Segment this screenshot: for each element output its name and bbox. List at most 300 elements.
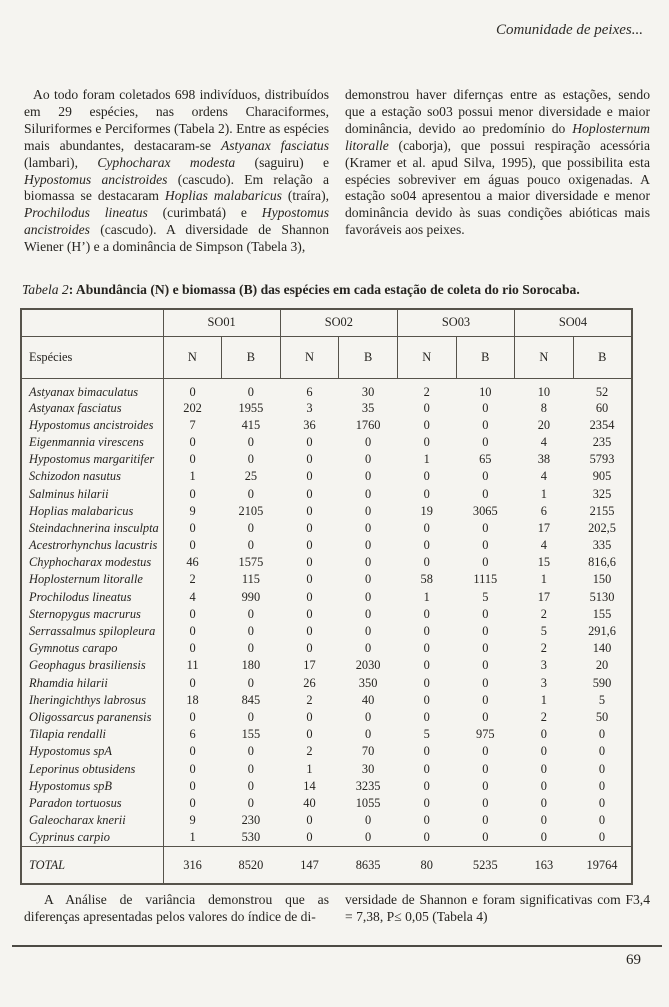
table-row [21, 503, 632, 520]
value-cell: 3 [540, 658, 547, 673]
value-cell: 0 [482, 555, 489, 570]
value-cell: 0 [482, 641, 489, 656]
top-text-columns [24, 87, 650, 256]
value-cell: 0 [189, 675, 196, 690]
species-name-cell: Acestrorhynchus lacustris [21, 537, 163, 554]
value-cell: 2030 [355, 658, 381, 673]
table-row [21, 692, 632, 709]
value-cell: 0 [423, 486, 430, 501]
value-cell: 1 [423, 452, 430, 467]
total-value-cell: 163 [515, 846, 574, 884]
value-cell: 140 [592, 641, 612, 656]
species-name-inline: Hoplosternum litoralle [345, 120, 650, 153]
value-cell: 0 [482, 486, 489, 501]
value-cell: 6 [189, 727, 196, 742]
subheader-cell: N [397, 336, 456, 378]
value-cell: 975 [476, 727, 495, 742]
value-cell: 0 [540, 761, 547, 776]
value-cell: 5 [423, 727, 430, 742]
value-cell: 2105 [238, 503, 264, 518]
value-cell: 5 [598, 692, 606, 707]
value-cell: 0 [247, 538, 254, 553]
value-cell: 0 [598, 727, 606, 742]
value-cell: 816,6 [588, 555, 616, 570]
table-row [21, 812, 632, 829]
value-cell: 2155 [589, 503, 615, 518]
value-cell: 0 [189, 538, 196, 553]
value-cell: 0 [423, 813, 430, 828]
total-value-cell: 147 [280, 846, 339, 884]
value-cell: 3065 [472, 503, 498, 518]
text-run: (cascudo). Em relação a biomassa se destacaram [24, 171, 329, 204]
species-name-cell: Gymnotus carapo [21, 640, 163, 657]
value-cell: 0 [306, 709, 313, 724]
value-cell: 0 [540, 778, 547, 793]
value-cell: 25 [244, 469, 258, 484]
species-name-cell: Hoplosternum litoralle [21, 571, 163, 588]
value-cell: 0 [306, 520, 313, 535]
value-cell: 0 [247, 761, 254, 776]
value-cell: 4 [540, 434, 547, 449]
page-number: 69 [626, 952, 641, 968]
total-value-cell: 316 [163, 846, 222, 884]
value-cell: 155 [592, 606, 612, 621]
total-value-cell: 80 [397, 846, 456, 884]
value-cell: 0 [189, 761, 196, 776]
value-cell: 3235 [355, 778, 381, 793]
value-cell: 415 [241, 417, 261, 432]
value-cell: 0 [482, 813, 489, 828]
text-run: A Análise de variância demonstrou que as diferenças apresentadas pelos valores do índice de di- [24, 892, 329, 924]
value-cell: 0 [598, 778, 606, 793]
value-cell: 202,5 [588, 520, 616, 535]
value-cell: 3 [540, 675, 547, 690]
value-cell: 6 [306, 384, 313, 399]
value-cell: 19 [420, 503, 433, 518]
table-row [21, 571, 632, 588]
value-cell: 0 [482, 761, 489, 776]
table-row [21, 589, 632, 606]
text-run: (traíra), [281, 188, 329, 204]
value-cell: 30 [361, 761, 375, 776]
value-cell: 0 [189, 709, 196, 724]
table-row [21, 623, 632, 640]
species-name-inline: Hypostomus ancistroides [24, 205, 329, 238]
value-cell: 335 [592, 538, 612, 553]
value-cell: 0 [365, 452, 372, 467]
table-row [21, 709, 632, 726]
species-name-cell: Hypostomus spA [21, 743, 163, 760]
value-cell: 325 [592, 486, 612, 501]
species-name-cell: Hypostomus spB [21, 778, 163, 795]
value-cell: 0 [247, 709, 254, 724]
value-cell: 905 [592, 469, 612, 484]
species-name-inline: Cyphocharax modesta [97, 154, 236, 170]
value-cell: 0 [365, 641, 372, 656]
value-cell: 0 [247, 606, 254, 621]
value-cell: 0 [247, 675, 254, 690]
value-cell: 0 [540, 744, 547, 759]
value-cell: 36 [303, 417, 316, 432]
value-cell: 0 [598, 761, 606, 776]
table-row [21, 675, 632, 692]
value-cell: 350 [358, 675, 378, 690]
value-cell: 0 [247, 795, 254, 810]
value-cell: 0 [423, 709, 430, 724]
value-cell: 0 [482, 692, 489, 707]
value-cell: 0 [482, 520, 489, 535]
value-cell: 4 [540, 538, 547, 553]
value-cell: 0 [423, 692, 430, 707]
value-cell: 9 [189, 503, 196, 518]
value-cell: 7 [189, 417, 196, 432]
paragraph-top-right [345, 87, 650, 256]
value-cell: 0 [482, 538, 489, 553]
value-cell: 0 [365, 589, 372, 604]
text-run: versidade de Shannon e foram significativas com F3,4 = 7,38, P≤ 0,05 (Tabela 4) [345, 892, 650, 924]
subheader-cell: B [222, 336, 281, 378]
station-header: SO02 [280, 309, 397, 336]
subheader-cell: N [515, 336, 574, 378]
value-cell: 17 [537, 589, 551, 604]
table-caption-label: Tabela 2 [22, 282, 69, 297]
species-name-cell: Serrassalmus spilopleura [21, 623, 163, 640]
value-cell: 0 [365, 520, 372, 535]
species-name-cell: Sternopygus macrurus [21, 606, 163, 623]
species-table [20, 308, 633, 885]
value-cell: 1955 [238, 400, 264, 415]
value-cell: 0 [423, 400, 430, 415]
value-cell: 17 [303, 658, 316, 673]
value-cell: 0 [482, 709, 489, 724]
text-run: (lambari), [24, 154, 98, 170]
total-value-cell: 19764 [573, 846, 632, 884]
table-row [21, 829, 632, 846]
value-cell: 1 [540, 692, 547, 707]
value-cell: 0 [306, 486, 313, 501]
value-cell: 0 [247, 384, 254, 399]
value-cell: 0 [189, 520, 196, 535]
value-cell: 1115 [473, 572, 498, 587]
value-cell: 291,6 [588, 624, 616, 639]
value-cell: 5 [482, 589, 489, 604]
value-cell: 0 [365, 813, 372, 828]
table-row [21, 400, 632, 417]
paragraph-bottom-right [345, 892, 650, 926]
species-name-cell: Astyanax bimaculatus [21, 378, 163, 400]
value-cell: 0 [306, 606, 313, 621]
species-name-cell: Oligossarcus paranensis [21, 709, 163, 726]
value-cell: 0 [306, 624, 313, 639]
value-cell: 0 [423, 606, 430, 621]
species-name-cell: Eigenmannia virescens [21, 434, 163, 451]
value-cell: 0 [189, 795, 196, 810]
text-run: (curimbatá) e [147, 205, 262, 221]
species-column-header: Espécies [21, 336, 163, 378]
value-cell: 0 [247, 641, 254, 656]
value-cell: 0 [306, 727, 313, 742]
species-name-cell: Hypostomus margaritifer [21, 451, 163, 468]
value-cell: 1 [306, 761, 313, 776]
table-row [21, 743, 632, 760]
value-cell: 0 [365, 538, 372, 553]
value-cell: 10 [537, 384, 551, 399]
value-cell: 0 [189, 744, 196, 759]
table-row [21, 726, 632, 743]
value-cell: 0 [482, 624, 489, 639]
value-cell: 0 [365, 830, 372, 845]
value-cell: 115 [241, 572, 260, 587]
value-cell: 2 [306, 692, 313, 707]
species-name-inline: Hypostomus ancistroides [24, 171, 168, 187]
value-cell: 9 [189, 813, 196, 828]
species-name-inline: Hoplias malabaricus [164, 188, 282, 204]
value-cell: 0 [423, 658, 430, 673]
value-cell: 0 [423, 555, 430, 570]
species-name-cell: Schizodon nasutus [21, 468, 163, 485]
value-cell: 1 [189, 469, 196, 484]
species-name-cell: Leporinus obtusidens [21, 760, 163, 777]
table-row [21, 606, 632, 623]
value-cell: 0 [423, 469, 430, 484]
value-cell: 70 [361, 744, 375, 759]
value-cell: 3 [306, 400, 313, 415]
value-cell: 2 [306, 744, 313, 759]
value-cell: 35 [361, 400, 375, 415]
species-table-head [21, 309, 632, 378]
text-run: (saguiru) e [235, 154, 329, 170]
value-cell: 0 [247, 486, 254, 501]
value-cell: 0 [482, 778, 489, 793]
value-cell: 0 [247, 778, 254, 793]
value-cell: 530 [241, 830, 261, 845]
table-caption [22, 282, 662, 298]
text-run: (cascudo). A diversidade de Shannon Wiener (H’) e a dominância de Simpson (Tabela 3), [24, 222, 329, 255]
species-name-cell: Steindachnerina insculpta [21, 520, 163, 537]
value-cell: 0 [423, 434, 430, 449]
paragraph-top-left [24, 87, 329, 256]
value-cell: 0 [306, 830, 313, 845]
value-cell: 0 [189, 434, 196, 449]
bottom-text-columns [24, 892, 650, 926]
value-cell: 50 [595, 709, 609, 724]
value-cell: 1 [540, 572, 547, 587]
value-cell: 0 [540, 727, 547, 742]
value-cell: 0 [482, 830, 489, 845]
value-cell: 180 [241, 658, 261, 673]
value-cell: 590 [592, 675, 612, 690]
value-cell: 0 [423, 761, 430, 776]
value-cell: 5 [540, 624, 547, 639]
table-row [21, 378, 632, 400]
value-cell: 0 [306, 503, 313, 518]
value-cell: 8 [540, 400, 547, 415]
total-value-cell: 8635 [339, 846, 398, 884]
value-cell: 0 [482, 606, 489, 621]
value-cell: 0 [482, 469, 489, 484]
station-header: SO03 [397, 309, 514, 336]
value-cell: 4 [189, 589, 196, 604]
value-cell: 0 [423, 744, 430, 759]
value-cell: 0 [306, 572, 313, 587]
value-cell: 0 [540, 830, 547, 845]
value-cell: 0 [365, 709, 372, 724]
value-cell: 202 [183, 400, 202, 415]
value-cell: 40 [361, 692, 375, 707]
station-header-row [21, 309, 632, 336]
value-cell: 0 [306, 538, 313, 553]
value-cell: 0 [423, 538, 430, 553]
species-name-cell: Galeocharax knerii [21, 812, 163, 829]
table-row [21, 795, 632, 812]
table-row [21, 554, 632, 571]
value-cell: 0 [247, 434, 254, 449]
text-run: demonstrou haver difernças entre as estações, sendo que a estação so03 possui menor diversidade e maior dominância, devido ao predomínio do [345, 87, 650, 136]
table-row [21, 417, 632, 434]
value-cell: 0 [306, 641, 313, 656]
value-cell: 5130 [589, 589, 615, 604]
value-cell: 2 [423, 384, 430, 399]
footer-rule [12, 945, 662, 947]
value-cell: 2 [540, 641, 547, 656]
value-cell: 0 [540, 795, 547, 810]
value-cell: 15 [537, 555, 551, 570]
value-cell: 17 [537, 520, 551, 535]
total-row [21, 846, 632, 884]
value-cell: 0 [306, 589, 313, 604]
table-row [21, 485, 632, 502]
value-cell: 0 [482, 400, 489, 415]
subheader-cell: B [573, 336, 632, 378]
value-cell: 230 [241, 813, 261, 828]
station-header: SO04 [515, 309, 632, 336]
value-cell: 0 [482, 434, 489, 449]
value-cell: 0 [306, 813, 313, 828]
value-cell: 0 [598, 813, 606, 828]
value-cell: 18 [186, 692, 199, 707]
value-cell: 2 [540, 709, 547, 724]
table-caption-text: : Abundância (N) e biomassa (B) das espécies em cada estação de coleta do rio Sorocaba. [68, 282, 580, 297]
species-name-inline: Prochilodus lineatus [24, 205, 148, 221]
value-cell: 150 [592, 572, 612, 587]
value-cell: 20 [537, 417, 551, 432]
value-cell: 1575 [238, 555, 264, 570]
value-cell: 0 [365, 434, 372, 449]
value-cell: 10 [479, 384, 492, 399]
value-cell: 0 [482, 675, 489, 690]
station-header: SO01 [163, 309, 280, 336]
subheader-cell: N [280, 336, 339, 378]
value-cell: 0 [482, 744, 489, 759]
value-cell: 5793 [589, 452, 615, 467]
table-row [21, 434, 632, 451]
paragraph-bottom-left [24, 892, 329, 926]
subheader-cell: N [163, 336, 222, 378]
value-cell: 0 [247, 624, 254, 639]
value-cell: 0 [482, 795, 489, 810]
species-name-inline: Astyanax fasciatus [220, 137, 330, 153]
value-cell: 0 [247, 452, 254, 467]
value-cell: 0 [423, 675, 430, 690]
value-cell: 0 [365, 606, 372, 621]
value-cell: 0 [598, 744, 606, 759]
running-head: Comunidade de peixes... [495, 22, 643, 38]
value-cell: 38 [537, 452, 551, 467]
value-cell: 30 [361, 384, 375, 399]
value-cell: 0 [423, 830, 430, 845]
value-cell: 0 [306, 469, 313, 484]
species-name-cell: Tilapia rendalli [21, 726, 163, 743]
value-cell: 1 [189, 830, 196, 845]
value-cell: 0 [306, 452, 313, 467]
table-row [21, 520, 632, 537]
value-cell: 845 [241, 692, 261, 707]
value-cell: 0 [423, 795, 430, 810]
text-run: Ao todo foram coletados 698 indivíduos, distribuídos em 29 espécies, nas ordens Characiformes, Siluriformes e Perciformes (Tabela 2). Entre as espécies mais abundantes, destacaram-se [24, 87, 329, 153]
value-cell: 0 [189, 452, 196, 467]
value-cell: 990 [241, 589, 261, 604]
value-cell: 2354 [589, 417, 615, 432]
species-name-cell: Paradon tortuosus [21, 795, 163, 812]
value-cell: 2 [189, 572, 196, 587]
value-cell: 0 [247, 520, 254, 535]
species-name-cell: Iheringichthys labrosus [21, 692, 163, 709]
text-run: (caborja), que possui respiração acessória (Kramer et al. apud Silva, 1995), que possibilita esta espécies sobreviver em águas pouco oxigenadas. A estação so04 apresentou a maior diversidade e menor dominância devido às suas condições abióticas mais favoráveis aos peixes. [345, 137, 650, 238]
value-cell: 0 [189, 486, 196, 501]
value-cell: 65 [479, 452, 492, 467]
table-row [21, 760, 632, 777]
value-cell: 0 [247, 744, 254, 759]
value-cell: 0 [365, 572, 372, 587]
subheader-row [21, 336, 632, 378]
value-cell: 14 [303, 778, 316, 793]
species-name-cell: Cyprinus carpio [21, 829, 163, 846]
value-cell: 0 [306, 434, 313, 449]
value-cell: 60 [595, 400, 609, 415]
table-row [21, 468, 632, 485]
value-cell: 0 [365, 727, 372, 742]
subheader-cell: B [456, 336, 515, 378]
value-cell: 2 [540, 606, 547, 621]
total-value-cell: 8520 [222, 846, 281, 884]
value-cell: 0 [189, 641, 196, 656]
table-row [21, 640, 632, 657]
value-cell: 0 [423, 417, 430, 432]
value-cell: 0 [423, 778, 430, 793]
species-name-cell: Astyanax fasciatus [21, 400, 163, 417]
value-cell: 0 [423, 624, 430, 639]
table-row [21, 657, 632, 674]
value-cell: 0 [189, 384, 196, 399]
value-cell: 0 [423, 641, 430, 656]
value-cell: 0 [365, 624, 372, 639]
value-cell: 0 [306, 555, 313, 570]
value-cell: 58 [420, 572, 433, 587]
total-value-cell: 5235 [456, 846, 515, 884]
subheader-cell: B [339, 336, 398, 378]
value-cell: 0 [365, 503, 372, 518]
species-name-cell: Rhamdia hilarii [21, 675, 163, 692]
species-name-cell: Geophagus brasiliensis [21, 657, 163, 674]
value-cell: 6 [540, 503, 547, 518]
value-cell: 26 [303, 675, 316, 690]
value-cell: 0 [365, 486, 372, 501]
value-cell: 0 [189, 778, 196, 793]
value-cell: 1 [540, 486, 547, 501]
value-cell: 0 [189, 606, 196, 621]
species-name-cell: Salminus hilarii [21, 485, 163, 502]
species-table-body [21, 378, 632, 884]
